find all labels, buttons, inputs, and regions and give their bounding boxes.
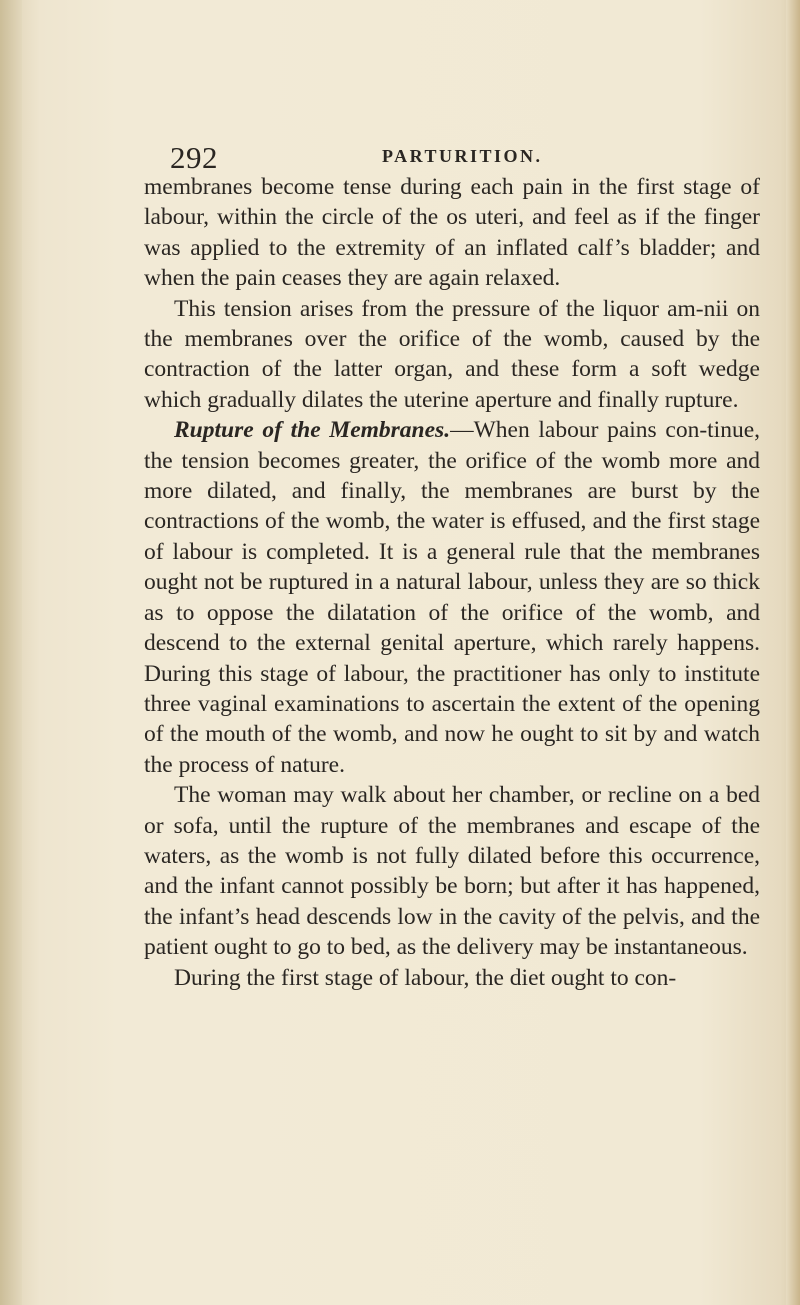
paragraph: [144, 172, 760, 294]
paragraph: [144, 963, 760, 993]
paragraph-text: membranes become tense during each pain in the first stage of labour, within the circle of the os uteri, and feel as if the finger was applied to the extremity of an inflated calf’s bladder; and when the pain ceases they are again relaxed.: [144, 174, 760, 292]
page-edge-shadow: [786, 0, 800, 1305]
page-header: [170, 140, 770, 174]
page-gutter-shadow: [0, 0, 22, 1305]
paragraph: [144, 415, 760, 780]
section-heading: Rupture of the Membranes.: [174, 417, 451, 444]
paragraph: [144, 294, 760, 416]
paragraph: [144, 780, 760, 962]
page-number: 292: [170, 140, 218, 175]
body-text: [144, 172, 760, 993]
running-head: PARTURITION.: [382, 146, 543, 166]
paragraph-text: The woman may walk about her chamber, or recline on a bed or sofa, until the rupture of the membranes and escape of the waters, as the womb is not fully dilated before this occurrence, and the infant cannot possibly be born; but after it has happened, the infant’s head descends low in the cavity of the pelvis, and the patient ought to go to bed, as the delivery may be instantaneous.: [144, 782, 760, 961]
paragraph-text: —When labour pains con-tinue, the tension becomes greater, the orifice of the womb more and more dilated, and finally, the membranes are burst by the contractions of the womb, the water is effused, and the first stage of labour is completed. It is a general rule that the membranes ought not be ruptured in a natural labour, unless they are so thick as to oppose the dilatation of the orifice of the womb, and descend to the external genital aperture, which rarely happens. During this stage of labour, the practitioner has only to institute three vaginal examinations to ascertain the extent of the opening of the mouth of the womb, and now he ought to sit by and watch the process of nature.: [144, 417, 761, 778]
paragraph-text: This tension arises from the pressure of the liquor am-nii on the membranes over the orifice of the womb, caused by the contraction of the latter organ, and these form a soft wedge which gradually dilates the uterine aperture and finally rupture.: [144, 295, 760, 413]
paragraph-text: During the first stage of labour, the diet ought to con-: [174, 964, 677, 991]
